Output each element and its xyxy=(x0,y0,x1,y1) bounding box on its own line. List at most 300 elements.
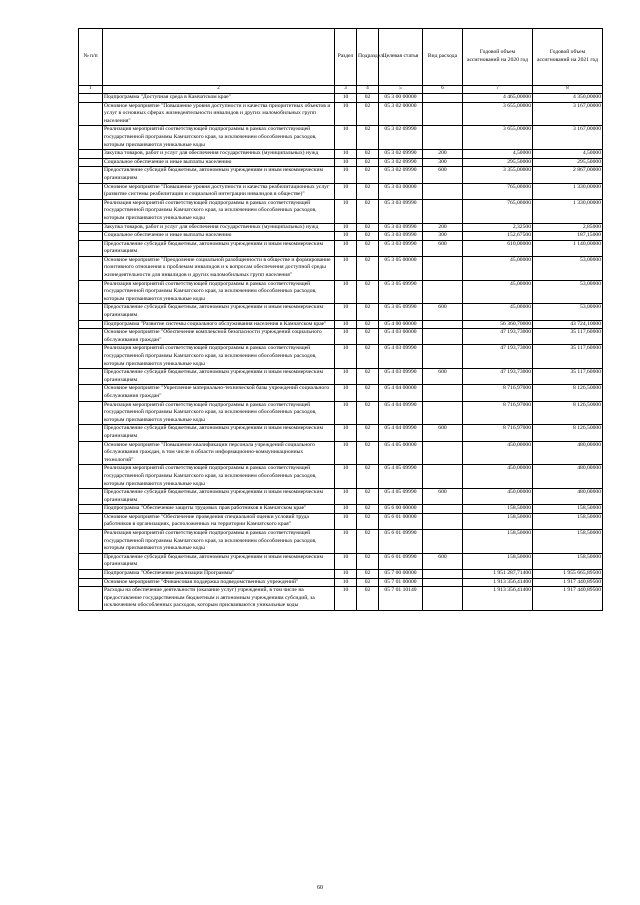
cell-vr: 600 xyxy=(423,369,463,385)
cell-y2020: 8 716,97000 xyxy=(463,425,533,441)
cell-y2020: 158,50000 xyxy=(463,505,533,514)
cell-num xyxy=(79,530,103,554)
table-row xyxy=(79,102,603,126)
cell-y2021: 4,50000 xyxy=(533,150,603,159)
cell-podrazdel: 02 xyxy=(357,587,379,611)
cell-razdel: 10 xyxy=(335,280,357,304)
cell-csr: 05 3 02 09990 xyxy=(379,126,423,150)
cell-name: Подпрограмма "Обеспечение защиты трудовых прав работников в Камчатском крае" xyxy=(103,505,335,514)
cell-vr: 600 xyxy=(423,304,463,320)
cell-vr: 600 xyxy=(423,425,463,441)
cell-num xyxy=(79,94,103,103)
column-number: 1 xyxy=(79,86,103,94)
table-row xyxy=(79,320,603,329)
cell-name: Основное мероприятие "Преодоление социальной разобщенности в обществе и формирование позитивного отношения к проблемам инвалидов и к вопросам обеспечения доступной среды жизнедеятельности для инвалидов и других маломобильных групп населения" xyxy=(103,256,335,280)
cell-csr: 05 6 01 09990 xyxy=(379,530,423,554)
header-podrazdel: Подраздел xyxy=(357,29,379,86)
cell-y2021: 43 724,10000 xyxy=(533,320,603,329)
table-row xyxy=(79,385,603,401)
cell-vr: 600 xyxy=(423,489,463,505)
cell-y2021: 1 917 440,89500 xyxy=(533,578,603,587)
cell-csr: 05 7 00 00000 xyxy=(379,570,423,579)
cell-csr: 05 3 00 00000 xyxy=(379,94,423,103)
cell-razdel: 10 xyxy=(335,441,357,465)
table-row xyxy=(79,304,603,320)
cell-y2020: 45,00000 xyxy=(463,304,533,320)
cell-name: Предоставление субсидий бюджетным, автономным учреждениям и иным некоммерческим организациям xyxy=(103,304,335,320)
cell-y2020: 158,50000 xyxy=(463,553,533,569)
cell-razdel: 10 xyxy=(335,345,357,369)
cell-name: Основное мероприятие "Укрепление материально-технической базы учреждений социального обслуживания граждан" xyxy=(103,385,335,401)
cell-vr xyxy=(423,587,463,611)
cell-razdel: 10 xyxy=(335,505,357,514)
cell-razdel: 10 xyxy=(335,256,357,280)
cell-y2020: 1 913 356,41400 xyxy=(463,587,533,611)
cell-csr: 05 6 01 09990 xyxy=(379,553,423,569)
cell-num xyxy=(79,126,103,150)
cell-csr: 05 3 02 09990 xyxy=(379,167,423,183)
cell-csr: 05 3 03 09990 xyxy=(379,199,423,223)
column-number: 7 xyxy=(463,86,533,94)
cell-num xyxy=(79,441,103,465)
cell-razdel: 10 xyxy=(335,530,357,554)
cell-csr: 05 4 03 09990 xyxy=(379,369,423,385)
cell-y2020: 295,50000 xyxy=(463,158,533,167)
cell-name: Реализация мероприятий соответствующей подпрограммы в рамках соответствующей государственной программы Камчатского края, за исключением обособленных расходов, которым присваиваются уникальные коды xyxy=(103,345,335,369)
cell-razdel: 10 xyxy=(335,304,357,320)
cell-razdel: 10 xyxy=(335,320,357,329)
header-num: № п/п xyxy=(79,29,103,86)
cell-vr xyxy=(423,183,463,199)
cell-name: Социальное обеспечение и иные выплаты населению xyxy=(103,158,335,167)
cell-vr xyxy=(423,401,463,425)
cell-csr: 05 7 01 00000 xyxy=(379,578,423,587)
cell-y2021: 158,50000 xyxy=(533,513,603,529)
cell-y2021: 53,00000 xyxy=(533,280,603,304)
cell-y2020: 1 913 356,41400 xyxy=(463,578,533,587)
cell-csr: 05 3 05 09990 xyxy=(379,280,423,304)
cell-num xyxy=(79,232,103,241)
cell-y2021: 158,50000 xyxy=(533,530,603,554)
cell-razdel: 10 xyxy=(335,513,357,529)
table-row xyxy=(79,587,603,611)
cell-num xyxy=(79,465,103,489)
cell-name: Основное мероприятие "Повышение уровня доступности и качества реабилитационных услуг (развитие системы реабилитации и социальной интеграции инвалидов в обществе)" xyxy=(103,183,335,199)
column-number: 8 xyxy=(533,86,603,94)
table-row xyxy=(79,256,603,280)
cell-y2021: 187,15000 xyxy=(533,232,603,241)
cell-vr: 600 xyxy=(423,553,463,569)
cell-num xyxy=(79,280,103,304)
header-name xyxy=(103,29,335,86)
cell-y2021: 1 330,00000 xyxy=(533,183,603,199)
header-csr: Целевая статья xyxy=(379,29,423,86)
table-row xyxy=(79,158,603,167)
table-row xyxy=(79,126,603,150)
table-row xyxy=(79,167,603,183)
cell-num xyxy=(79,425,103,441)
table-row xyxy=(79,530,603,554)
cell-y2021: 2 867,00000 xyxy=(533,167,603,183)
cell-vr: 600 xyxy=(423,240,463,256)
cell-vr xyxy=(423,530,463,554)
cell-y2020: 2,32500 xyxy=(463,223,533,232)
cell-name: Предоставление субсидий бюджетным, автономным учреждениям и иным некоммерческим организациям xyxy=(103,553,335,569)
cell-y2021: 2,85000 xyxy=(533,223,603,232)
table-row xyxy=(79,329,603,345)
cell-vr xyxy=(423,505,463,514)
cell-name: Предоставление субсидий бюджетным, автономным учреждениям и иным некоммерческим организациям xyxy=(103,167,335,183)
cell-vr xyxy=(423,280,463,304)
cell-num xyxy=(79,505,103,514)
cell-razdel: 10 xyxy=(335,465,357,489)
cell-razdel: 10 xyxy=(335,158,357,167)
cell-y2021: 158,50000 xyxy=(533,553,603,569)
cell-num xyxy=(79,102,103,126)
cell-y2021: 1 917 440,89500 xyxy=(533,587,603,611)
table-row xyxy=(79,513,603,529)
table-row xyxy=(79,578,603,587)
cell-podrazdel: 02 xyxy=(357,385,379,401)
table-row xyxy=(79,150,603,159)
cell-y2021: 480,00000 xyxy=(533,489,603,505)
cell-name: Основное мероприятие "Повышение квалификации персонала учреждений социального обслуживания граждан, в том числе в области информационно-коммуникационных технологий" xyxy=(103,441,335,465)
cell-razdel: 10 xyxy=(335,199,357,223)
cell-podrazdel: 02 xyxy=(357,530,379,554)
cell-num xyxy=(79,345,103,369)
table-row xyxy=(79,553,603,569)
cell-csr: 05 3 03 09990 xyxy=(379,232,423,241)
table-row xyxy=(79,489,603,505)
cell-podrazdel: 02 xyxy=(357,158,379,167)
cell-y2021: 8 126,50000 xyxy=(533,425,603,441)
cell-name: Реализация мероприятий соответствующей подпрограммы в рамках соответствующей государственной программы Камчатского края, за исключением обособленных расходов, которым присваиваются уникальные коды xyxy=(103,530,335,554)
cell-razdel: 10 xyxy=(335,401,357,425)
cell-y2020: 765,00000 xyxy=(463,199,533,223)
cell-name: Основное мероприятие "Финансовая поддержка подведомственных учреждений" xyxy=(103,578,335,587)
cell-y2021: 1 330,00000 xyxy=(533,199,603,223)
cell-y2021: 1 955 665,89500 xyxy=(533,570,603,579)
cell-vr: 200 xyxy=(423,150,463,159)
cell-podrazdel: 02 xyxy=(357,280,379,304)
column-number: 2 xyxy=(103,86,335,94)
cell-vr xyxy=(423,329,463,345)
cell-y2020: 47 193,73000 xyxy=(463,345,533,369)
cell-name: Подпрограмма "Обеспечение реализации Программы" xyxy=(103,570,335,579)
cell-vr: 300 xyxy=(423,232,463,241)
table-row xyxy=(79,401,603,425)
header-y2020: Годовой объем ассигнований на 2020 год xyxy=(463,29,533,86)
cell-vr xyxy=(423,256,463,280)
cell-podrazdel: 02 xyxy=(357,320,379,329)
table-row xyxy=(79,94,603,103)
table-row xyxy=(79,280,603,304)
cell-name: Социальное обеспечение и иные выплаты населению xyxy=(103,232,335,241)
cell-csr: 05 6 00 00000 xyxy=(379,505,423,514)
cell-y2020: 47 193,73000 xyxy=(463,329,533,345)
cell-podrazdel: 02 xyxy=(357,223,379,232)
cell-y2020: 56 360,70000 xyxy=(463,320,533,329)
cell-vr xyxy=(423,345,463,369)
cell-razdel: 10 xyxy=(335,385,357,401)
cell-csr: 05 4 03 00000 xyxy=(379,329,423,345)
cell-num xyxy=(79,256,103,280)
cell-podrazdel: 02 xyxy=(357,256,379,280)
cell-num xyxy=(79,587,103,611)
cell-csr: 05 3 03 09990 xyxy=(379,240,423,256)
cell-vr: 300 xyxy=(423,158,463,167)
cell-y2020: 610,00000 xyxy=(463,240,533,256)
cell-vr xyxy=(423,102,463,126)
cell-y2021: 295,50000 xyxy=(533,158,603,167)
cell-podrazdel: 02 xyxy=(357,167,379,183)
table-row xyxy=(79,570,603,579)
cell-vr xyxy=(423,465,463,489)
cell-y2021: 35 117,60000 xyxy=(533,369,603,385)
cell-podrazdel: 02 xyxy=(357,465,379,489)
budget-table xyxy=(78,28,603,611)
cell-y2021: 35 117,60000 xyxy=(533,329,603,345)
cell-y2021: 480,00000 xyxy=(533,465,603,489)
cell-csr: 05 3 02 09990 xyxy=(379,158,423,167)
cell-name: Предоставление субсидий бюджетным, автономным учреждениям и иным некоммерческим организациям xyxy=(103,369,335,385)
page-number: 60 xyxy=(317,885,323,891)
cell-csr: 05 4 00 00000 xyxy=(379,320,423,329)
cell-vr xyxy=(423,578,463,587)
cell-podrazdel: 02 xyxy=(357,578,379,587)
cell-podrazdel: 02 xyxy=(357,505,379,514)
header-razdel: Раздел xyxy=(335,29,357,86)
cell-podrazdel: 02 xyxy=(357,150,379,159)
table-row xyxy=(79,441,603,465)
cell-razdel: 10 xyxy=(335,126,357,150)
table-row xyxy=(79,183,603,199)
cell-y2020: 1 951 287,71400 xyxy=(463,570,533,579)
cell-razdel: 10 xyxy=(335,223,357,232)
cell-csr: 05 3 03 00000 xyxy=(379,183,423,199)
cell-name: Предоставление субсидий бюджетным, автономным учреждениям и иным некоммерческим организациям xyxy=(103,425,335,441)
cell-name: Подпрограмма "Доступная среда в Камчатском крае" xyxy=(103,94,335,103)
header-y2021: Годовой объем ассигнований на 2021 год xyxy=(533,29,603,86)
cell-csr: 05 3 02 00000 xyxy=(379,102,423,126)
cell-csr: 05 3 02 09990 xyxy=(379,150,423,159)
cell-num xyxy=(79,513,103,529)
cell-csr: 05 3 05 00000 xyxy=(379,256,423,280)
cell-razdel: 10 xyxy=(335,489,357,505)
cell-name: Предоставление субсидий бюджетным, автономным учреждениям и иным некоммерческим организациям xyxy=(103,240,335,256)
cell-podrazdel: 02 xyxy=(357,441,379,465)
cell-csr: 05 4 03 09990 xyxy=(379,345,423,369)
cell-y2020: 158,50000 xyxy=(463,530,533,554)
cell-y2021: 53,00000 xyxy=(533,256,603,280)
cell-podrazdel: 02 xyxy=(357,489,379,505)
cell-y2020: 158,50000 xyxy=(463,513,533,529)
cell-razdel: 10 xyxy=(335,94,357,103)
cell-csr: 05 4 04 09990 xyxy=(379,401,423,425)
cell-name: Закупка товаров, работ и услуг для обеспечения государственных (муниципальных) нужд xyxy=(103,150,335,159)
cell-y2020: 3 655,00000 xyxy=(463,126,533,150)
cell-razdel: 10 xyxy=(335,329,357,345)
cell-y2021: 3 167,00000 xyxy=(533,126,603,150)
column-number: 4 xyxy=(357,86,379,94)
cell-num xyxy=(79,183,103,199)
cell-num xyxy=(79,369,103,385)
cell-razdel: 10 xyxy=(335,232,357,241)
cell-y2020: 3 655,00000 xyxy=(463,102,533,126)
table-row xyxy=(79,345,603,369)
cell-csr: 05 3 05 09990 xyxy=(379,304,423,320)
cell-name: Реализация мероприятий соответствующей подпрограммы в рамках соответствующей государственной программы Камчатского края, за исключением обособленных расходов, которым присваиваются уникальные коды xyxy=(103,280,335,304)
cell-podrazdel: 02 xyxy=(357,329,379,345)
cell-name: Основное мероприятие "Обеспечение комплексной безопасности учреждений социального обслуживания граждан" xyxy=(103,329,335,345)
cell-y2020: 8 716,97000 xyxy=(463,401,533,425)
cell-y2021: 158,50000 xyxy=(533,505,603,514)
cell-csr: 05 4 05 09990 xyxy=(379,465,423,489)
cell-num xyxy=(79,570,103,579)
cell-razdel: 10 xyxy=(335,425,357,441)
table-row xyxy=(79,369,603,385)
cell-razdel: 10 xyxy=(335,102,357,126)
cell-razdel: 10 xyxy=(335,587,357,611)
cell-podrazdel: 02 xyxy=(357,126,379,150)
cell-num xyxy=(79,150,103,159)
cell-y2021: 4 350,00000 xyxy=(533,94,603,103)
cell-podrazdel: 02 xyxy=(357,570,379,579)
cell-y2020: 8 716,97000 xyxy=(463,385,533,401)
cell-razdel: 10 xyxy=(335,240,357,256)
cell-name: Реализация мероприятий соответствующей подпрограммы в рамках соответствующей государственной программы Камчатского края, за исключением обособленных расходов, которым присваиваются уникальные коды xyxy=(103,126,335,150)
table-row xyxy=(79,223,603,232)
cell-podrazdel: 02 xyxy=(357,94,379,103)
cell-y2021: 8 126,50000 xyxy=(533,385,603,401)
cell-name: Реализация мероприятий соответствующей подпрограммы в рамках соответствующей государственной программы Камчатского края, за исключением обособленных расходов, которым присваиваются уникальные коды xyxy=(103,401,335,425)
cell-y2020: 152,67500 xyxy=(463,232,533,241)
cell-y2021: 3 167,00000 xyxy=(533,102,603,126)
cell-vr xyxy=(423,570,463,579)
cell-y2020: 45,00000 xyxy=(463,256,533,280)
cell-num xyxy=(79,240,103,256)
cell-csr: 05 4 04 00000 xyxy=(379,385,423,401)
table-row xyxy=(79,199,603,223)
cell-name: Подпрограмма "Развитие системы социального обслуживания населения в Камчатском крае" xyxy=(103,320,335,329)
cell-vr xyxy=(423,199,463,223)
cell-y2021: 8 126,50000 xyxy=(533,401,603,425)
cell-name: Реализация мероприятий соответствующей подпрограммы в рамках соответствующей государственной программы Камчатского края, за исключением обособленных расходов, которым присваиваются уникальные коды xyxy=(103,199,335,223)
cell-podrazdel: 02 xyxy=(357,232,379,241)
cell-num xyxy=(79,304,103,320)
cell-y2021: 1 140,00000 xyxy=(533,240,603,256)
cell-y2021: 35 117,60000 xyxy=(533,345,603,369)
cell-vr xyxy=(423,126,463,150)
cell-razdel: 10 xyxy=(335,553,357,569)
cell-num xyxy=(79,223,103,232)
cell-csr: 05 6 01 00000 xyxy=(379,513,423,529)
cell-y2020: 450,00000 xyxy=(463,489,533,505)
cell-num xyxy=(79,167,103,183)
column-number-row xyxy=(79,86,603,94)
cell-name: Основное мероприятие "Обеспечение проведения специальной оценки условий труда работников в организациях, расположенных на территории Камчатского края" xyxy=(103,513,335,529)
cell-razdel: 10 xyxy=(335,150,357,159)
cell-csr: 05 4 05 00000 xyxy=(379,441,423,465)
cell-y2020: 47 193,73000 xyxy=(463,369,533,385)
cell-num xyxy=(79,158,103,167)
cell-vr: 200 xyxy=(423,223,463,232)
cell-y2020: 3 355,00000 xyxy=(463,167,533,183)
cell-y2020: 765,00000 xyxy=(463,183,533,199)
table-row xyxy=(79,240,603,256)
table-row xyxy=(79,505,603,514)
table-row xyxy=(79,425,603,441)
cell-razdel: 10 xyxy=(335,578,357,587)
cell-y2021: 480,00000 xyxy=(533,441,603,465)
cell-name: Реализация мероприятий соответствующей подпрограммы в рамках соответствующей государственной программы Камчатского края, за исключением обособленных расходов, которым присваиваются уникальные коды xyxy=(103,465,335,489)
cell-podrazdel: 02 xyxy=(357,345,379,369)
cell-num xyxy=(79,385,103,401)
cell-vr xyxy=(423,385,463,401)
cell-csr: 05 4 04 09990 xyxy=(379,425,423,441)
table-row xyxy=(79,232,603,241)
cell-vr xyxy=(423,513,463,529)
cell-y2020: 450,00000 xyxy=(463,441,533,465)
header-vr: Вид расхода xyxy=(423,29,463,86)
cell-name: Закупка товаров, работ и услуг для обеспечения государственных (муниципальных) нужд xyxy=(103,223,335,232)
cell-csr: 05 3 03 09990 xyxy=(379,223,423,232)
cell-num xyxy=(79,578,103,587)
cell-num xyxy=(79,401,103,425)
cell-razdel: 10 xyxy=(335,183,357,199)
table-body xyxy=(79,94,603,611)
cell-podrazdel: 02 xyxy=(357,102,379,126)
cell-podrazdel: 02 xyxy=(357,401,379,425)
cell-y2020: 45,00000 xyxy=(463,280,533,304)
cell-csr: 05 7 01 10140 xyxy=(379,587,423,611)
column-number: 3 xyxy=(335,86,357,94)
cell-name: Расходы на обеспечение деятельности (оказание услуг) учреждений, в том числе на предоставление государственным бюджетным и автономным учреждениям субсидий, за исключением обособленных расходов, которым присваиваются уникальные коды xyxy=(103,587,335,611)
cell-name: Основное мероприятие "Повышение уровня доступности и качества приоритетных объектов и услуг в основных сферах жизнедеятельности инвалидов и других маломобильных групп населения" xyxy=(103,102,335,126)
cell-razdel: 10 xyxy=(335,570,357,579)
cell-vr xyxy=(423,320,463,329)
column-number: 5 xyxy=(379,86,423,94)
cell-y2020: 4,50000 xyxy=(463,150,533,159)
cell-razdel: 10 xyxy=(335,369,357,385)
cell-podrazdel: 02 xyxy=(357,369,379,385)
table-header xyxy=(79,29,603,94)
table-row xyxy=(79,465,603,489)
cell-podrazdel: 02 xyxy=(357,425,379,441)
column-number: 6 xyxy=(423,86,463,94)
cell-name: Предоставление субсидий бюджетным, автономным учреждениям и иным некоммерческим организациям xyxy=(103,489,335,505)
cell-vr xyxy=(423,441,463,465)
cell-podrazdel: 02 xyxy=(357,240,379,256)
cell-podrazdel: 02 xyxy=(357,199,379,223)
cell-y2020: 4 465,00000 xyxy=(463,94,533,103)
cell-podrazdel: 02 xyxy=(357,304,379,320)
cell-razdel: 10 xyxy=(335,167,357,183)
cell-num xyxy=(79,329,103,345)
cell-num xyxy=(79,320,103,329)
cell-podrazdel: 02 xyxy=(357,553,379,569)
cell-num xyxy=(79,199,103,223)
cell-podrazdel: 02 xyxy=(357,183,379,199)
cell-podrazdel: 02 xyxy=(357,513,379,529)
cell-vr: 600 xyxy=(423,167,463,183)
cell-vr xyxy=(423,94,463,103)
cell-num xyxy=(79,489,103,505)
cell-y2020: 450,00000 xyxy=(463,465,533,489)
cell-csr: 05 4 05 09990 xyxy=(379,489,423,505)
cell-num xyxy=(79,553,103,569)
cell-y2021: 53,00000 xyxy=(533,304,603,320)
